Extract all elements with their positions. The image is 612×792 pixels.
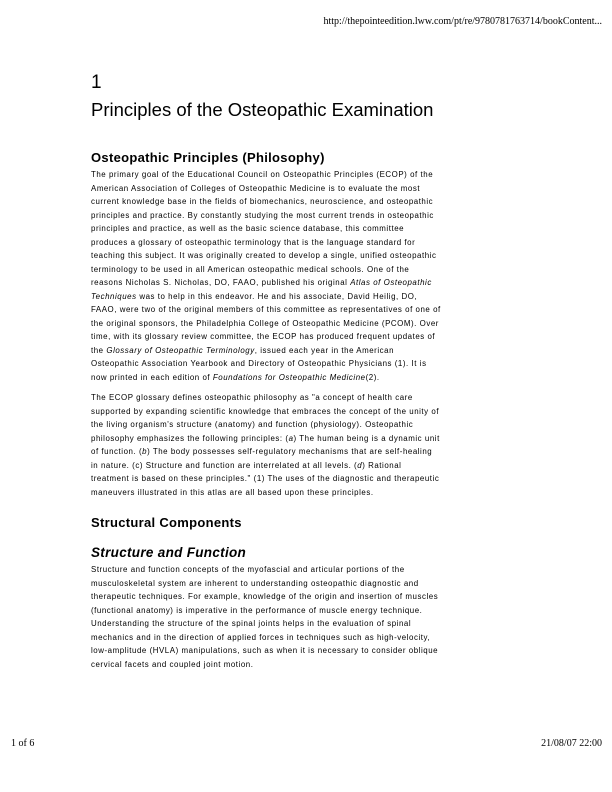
chapter-number: 1: [91, 72, 102, 93]
text-line: low-amplitude (HVLA) manipulations, such as when it is necessary to consider oblique: [91, 646, 439, 655]
book-title-foundations: Foundations for Osteopathic Medicine: [212, 372, 366, 382]
text-run: now printed in each edition of: [91, 372, 213, 382]
subsection-heading-structure-function: Structure and Function: [91, 545, 247, 560]
text-line: [91, 290, 509, 304]
text-line: Structure and function concepts of the myofascial and articular portions of the: [91, 565, 405, 574]
text-line: (functional anatomy) is imperative in the performance of muscle energy technique.: [91, 605, 423, 615]
text-line: [91, 432, 509, 446]
text-line: principles and practice. By constantly studying the most current trends in osteopathic: [91, 210, 434, 220]
source-url: http://thepointeedition.lww.com/pt/re/9780781763714/bookContent...: [323, 16, 602, 27]
chapter-title: Principles of the Osteopathic Examination: [91, 99, 434, 120]
text-line: mechanics and in the direction of applied forces in techniques such as high-velocity,: [91, 632, 431, 642]
paragraph-philosophy-2: [91, 391, 509, 499]
book-title-atlas: Atlas of Osteopathic: [350, 278, 432, 287]
text-line: time, with its glossary review committee, the ECOP has produced frequent updates of: [91, 332, 436, 341]
paragraph-structure-function: [91, 563, 509, 671]
list-marker: d: [357, 460, 363, 470]
text-run: in nature. (c) Structure and function are interrelated at all levels. (: [91, 460, 358, 470]
list-marker: a: [288, 433, 294, 443]
text-run: (2).: [365, 372, 380, 382]
text-line: American Association of Colleges of Osteopathic Medicine is to evaluate the most: [91, 183, 421, 193]
text-line: musculoskeletal system are inherent to understanding osteopathic diagnostic and: [91, 578, 419, 588]
text-line: FAAO, were two of the original members of this committee as representatives of one of: [91, 305, 441, 314]
text-line: The ECOP glossary defines osteopathic philosophy as "a concept of health care: [91, 393, 413, 402]
text-line: [91, 445, 509, 459]
text-run: of function. (: [91, 447, 143, 456]
text-line: therapeutic techniques. For example, knowledge of the origin and insertion of muscles: [91, 592, 439, 601]
text-line: [91, 371, 509, 385]
text-line: cervical facets and coupled joint motion.: [91, 659, 254, 669]
text-line: The primary goal of the Educational Council on Osteopathic Principles (ECOP) of the: [91, 170, 434, 179]
text-line: [91, 344, 509, 358]
text-line: [91, 459, 509, 473]
page-content: [91, 72, 509, 671]
text-line: Understanding the structure of the spinal joints helps in the evaluation of spinal: [91, 619, 412, 628]
text-run: philosophy emphasizes the following principles: (: [91, 433, 289, 443]
book-title-atlas-cont: Techniques: [91, 291, 137, 301]
paragraph-philosophy-1: [91, 168, 509, 384]
text-run: reasons Nicholas S. Nicholas, DO, FAAO, published his original: [91, 278, 351, 287]
book-title-glossary: Glossary of Osteopathic Terminology: [106, 345, 255, 355]
text-line: terminology to be used in all American osteopathic medical schools. One of the: [91, 264, 410, 274]
text-line: current knowledge base in the fields of biomechanics, neuroscience, and osteopathic: [91, 197, 434, 206]
print-datetime: 21/08/07 22:00: [541, 738, 602, 749]
text-run: was to help in this endeavor. He and his associate, David Heilig, DO,: [136, 291, 418, 301]
section-heading-philosophy: Osteopathic Principles (Philosophy): [91, 150, 325, 165]
text-line: [91, 276, 509, 290]
text-line: produces a glossary of osteopathic terminology that is the language standard for: [91, 237, 416, 247]
text-run: ) The body possesses self-regulatory mechanisms that are self-healing: [147, 447, 433, 456]
text-line: teaching this subject. It was originally created to develop a single, unified osteopathic: [91, 251, 437, 260]
text-line: maneuvers illustrated in this atlas are all based upon these principles.: [91, 487, 374, 497]
text-run: ) Rational: [362, 460, 402, 470]
text-line: supported by expanding scientific knowledge that embraces the concept of the unity of: [91, 406, 440, 416]
text-run: the: [91, 345, 107, 355]
text-line: the original sponsors, the Philadelphia College of Osteopathic Medicine (PCOM). Over: [91, 318, 439, 328]
text-line: treatment is based on these principles." (1) The uses of the diagnostic and therapeutic: [91, 474, 440, 483]
list-marker: b: [142, 447, 148, 456]
text-line: Osteopathic Association Yearbook and Directory of Osteopathic Physicians (1). It is: [91, 359, 427, 368]
page-counter: 1 of 6: [11, 738, 35, 749]
text-line: the living organism's structure (anatomy) and function (physiology). Osteopathic: [91, 420, 414, 429]
text-run: ) The human being is a dynamic unit: [293, 433, 440, 443]
section-heading-structural: Structural Components: [91, 515, 242, 530]
text-line: principles and practice, as well as the basic science database, this committee: [91, 224, 405, 233]
text-run: , issued each year in the American: [254, 345, 395, 355]
